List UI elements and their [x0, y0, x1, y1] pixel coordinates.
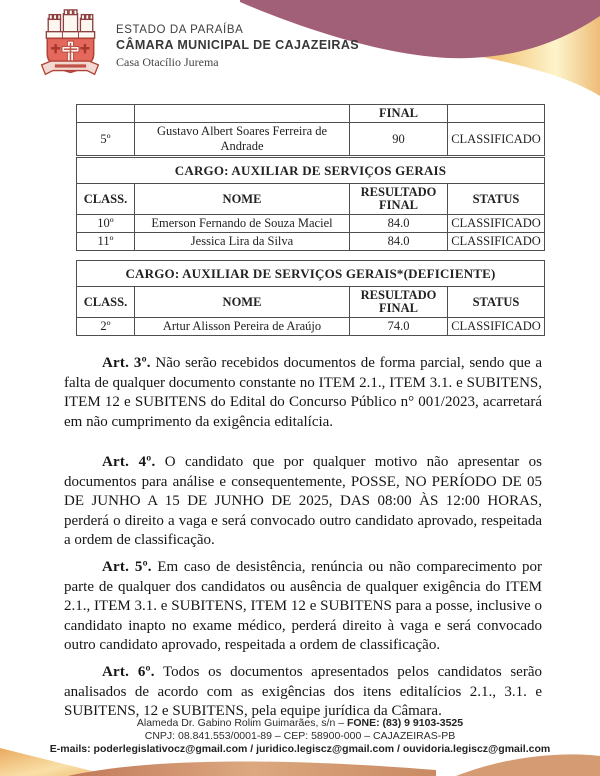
footer-address: Alameda Dr. Gabino Rolim Guimarães, s/n –	[136, 717, 347, 729]
table-cell: 84.0	[350, 215, 448, 233]
results-table-auxiliar-servicos-gerais	[76, 157, 545, 251]
article-label: Art. 4º.	[102, 454, 156, 470]
table-cell: Artur Alisson Pereira de Araújo	[135, 318, 350, 336]
table-cell: Gustavo Albert Soares Ferreira de Andrade	[135, 123, 350, 156]
table-cell: 11º	[77, 233, 135, 251]
document-header	[116, 24, 359, 70]
table-title: CARGO: AUXILIAR DE SERVIÇOS GERAIS*(DEFICIENTE)	[77, 261, 545, 287]
article-label: Art. 3º.	[102, 355, 151, 371]
column-header: CLASS.	[77, 184, 135, 215]
table-cell: CLASSIFICADO	[448, 233, 545, 251]
footer-emails: poderlegislativocz@gmail.com / juridico.legiscz@gmail.com / ouvidoria.legiscz@gmail.com	[93, 743, 551, 755]
table-row	[77, 233, 545, 251]
column-header: STATUS	[448, 184, 545, 215]
table-cell: CLASSIFICADO	[448, 215, 545, 233]
table-cell	[77, 105, 135, 123]
table-cell: 2º	[77, 318, 135, 336]
table-header-row	[77, 184, 545, 215]
bottom-right-band	[456, 754, 600, 776]
bottom-swoosh-decoration	[0, 718, 600, 776]
table-title: CARGO: AUXILIAR DE SERVIÇOS GERAIS	[77, 158, 545, 184]
article-5	[64, 558, 542, 656]
article-label: Art. 5º.	[102, 559, 152, 575]
table-cell: 84.0	[350, 233, 448, 251]
bottom-center-band	[68, 761, 436, 776]
article-label: Art. 6º.	[102, 664, 155, 680]
table-cell: FINAL	[350, 105, 448, 123]
table-title-row	[77, 158, 545, 184]
column-header: RESULTADO FINAL	[350, 287, 448, 318]
table-cell: Jessica Lira da Silva	[135, 233, 350, 251]
table-row	[77, 215, 545, 233]
table-cell	[135, 105, 350, 123]
article-6	[64, 663, 542, 722]
article-text: O candidato que por qualquer motivo não apresentar os documentos para análise e consequentemente, POSSE, NO PERÍODO DE 05 DE JUNHO A 15 DE JUNHO DE 2025, DAS 08:00 ÀS 12:00 HORAS, perderá o direito a vaga e será convocado outro candidato aprovado, respeitada a ordem de classificação.	[64, 454, 542, 549]
table-row	[77, 105, 545, 123]
column-header: RESULTADO FINAL	[350, 184, 448, 215]
table-title-row	[77, 261, 545, 287]
table-cell: CLASSIFICADO	[448, 318, 545, 336]
column-header: STATUS	[448, 287, 545, 318]
table-row	[77, 318, 545, 336]
article-4	[64, 453, 542, 551]
column-header: CLASS.	[77, 287, 135, 318]
header-chamber-line: CÂMARA MUNICIPAL DE CAJAZEIRAS	[116, 38, 360, 52]
article-text: Não serão recebidos documentos de forma parcial, sendo que a falta de qualquer documento constante no ITEM 2.1., ITEM 3.1. e SUBITENS, ITEM 12 e SUBITENS do Edital do Concurso Público n° 001/2023, acarretará em não cumprimento da exigência editalícia.	[64, 355, 543, 430]
table-row	[77, 123, 545, 156]
table-cell: 10º	[77, 215, 135, 233]
coat-of-arms-icon	[34, 6, 106, 82]
results-table-continuation	[76, 104, 545, 156]
table-cell: 5º	[77, 123, 135, 156]
column-header: NOME	[135, 184, 350, 215]
article-text: Todos os documentos apresentados pelos candidatos serão analisados de acordo com as exigências dos itens editalícios 2.1., 3.1. e SUBITENS, 12 e SUBITENS, pela equipe jurídica da Câmara.	[64, 664, 542, 720]
footer-phone: FONE: (83) 9 9103-3525	[346, 717, 464, 729]
results-table-auxiliar-servicos-gerais-deficiente	[76, 260, 545, 336]
footer-emails-label: E-mails:	[49, 743, 94, 755]
article-text: Em caso de desistência, renúncia ou não comparecimento por parte de qualquer dos candidatos ou ausência de qualquer exigência do ITEM 2.1., ITEM 3.1. e SUBITENS, ITEM 12 e SUBITENS para a posse, inclusive o candidato inapto no exame médico, perderá direito à vaga e será convocado outro candidato aprovado, respeitada a ordem de classificação.	[64, 559, 542, 654]
header-state-line: ESTADO DA PARAÍBA	[116, 24, 244, 36]
table-cell: Emerson Fernando de Souza Maciel	[135, 215, 350, 233]
header-house-line: Casa Otacílio Jurema	[116, 55, 219, 69]
table-cell: CLASSIFICADO	[448, 123, 545, 156]
footer-registry-line: CNPJ: 08.841.553/0001-89 – CEP: 58900-000 – CAJAZEIRAS-PB	[144, 730, 456, 742]
table-cell	[448, 105, 545, 123]
article-3	[64, 354, 542, 432]
table-header-row	[77, 287, 545, 318]
table-cell: 90	[350, 123, 448, 156]
table-cell: 74.0	[350, 318, 448, 336]
column-header: NOME	[135, 287, 350, 318]
